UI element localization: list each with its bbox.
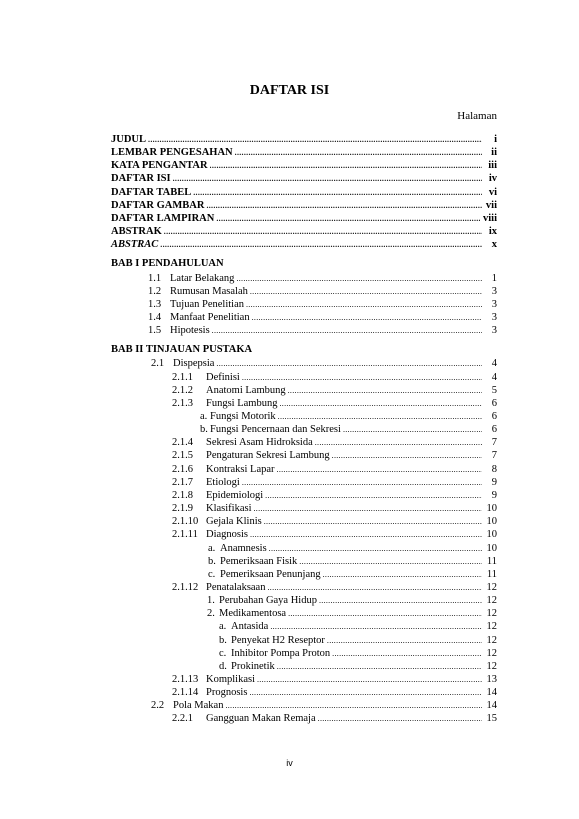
entry-page-number: 12 xyxy=(486,595,497,607)
entry-number: 1.1 xyxy=(148,272,162,284)
toc-entry xyxy=(111,555,497,568)
entry-label: Pemeriksaan Penunjang xyxy=(220,568,321,580)
entry-label: Pola Makan xyxy=(173,700,224,712)
toc-entry xyxy=(111,410,497,423)
entry-label: Etiologi xyxy=(206,476,240,488)
entry-label: Prognosis xyxy=(206,687,248,699)
toc-entry xyxy=(111,371,497,384)
entry-label: Rumusan Masalah xyxy=(170,285,248,297)
entry-label: DAFTAR GAMBAR xyxy=(111,199,205,211)
entry-number: 1. xyxy=(207,595,215,607)
entry-label: Latar Belakang xyxy=(170,272,235,284)
entry-number: 2.1.9 xyxy=(172,503,193,515)
dot-leader xyxy=(252,311,482,324)
entry-label: Anamnesis xyxy=(220,542,267,554)
toc-entry xyxy=(111,324,497,337)
entry-number: 2.1.13 xyxy=(172,674,199,685)
toc-front-matter-entry xyxy=(111,159,497,172)
entry-page-number: 5 xyxy=(491,384,497,396)
dot-leader xyxy=(216,357,482,370)
entry-page-number: 10 xyxy=(486,542,497,554)
entry-number: 2.1.2 xyxy=(172,384,193,396)
entry-page-number: 4 xyxy=(491,358,497,370)
dot-leader xyxy=(315,436,482,449)
entry-page-number: 11 xyxy=(486,555,497,567)
entry-label: Inhibitor Pompa Proton xyxy=(231,647,331,659)
toc-entry xyxy=(111,594,497,607)
dot-leader xyxy=(249,686,482,699)
dot-leader xyxy=(164,225,482,238)
entry-page-number: 7 xyxy=(491,450,497,462)
entry-number: 2.1.4 xyxy=(172,437,193,449)
toc-entry xyxy=(111,699,497,712)
entry-label: Pemeriksaan Fisik xyxy=(220,555,298,567)
entry-number: 2.1 xyxy=(151,358,165,370)
entry-page-number: x xyxy=(491,239,497,251)
toc-entry xyxy=(111,634,497,647)
entry-page-number: viii xyxy=(482,212,497,224)
entry-label: KATA PENGANTAR xyxy=(111,160,208,172)
dot-leader xyxy=(250,528,482,541)
entry-number: 1.2 xyxy=(148,285,162,297)
entry-page-number: 12 xyxy=(486,608,497,620)
entry-label: LEMBAR PENGESAHAN xyxy=(111,147,233,159)
toc-entry xyxy=(111,397,497,410)
dot-leader xyxy=(270,620,482,633)
toc-front-matter-entry xyxy=(111,133,497,146)
toc-entry xyxy=(111,285,497,298)
dot-leader xyxy=(327,634,482,647)
dot-leader xyxy=(269,542,482,555)
dot-leader xyxy=(206,199,482,212)
entry-number: c. xyxy=(219,647,227,659)
entry-label: Klasifikasi xyxy=(206,503,252,515)
entry-label: Anatomi Lambung xyxy=(206,384,286,396)
entry-page-number: 3 xyxy=(491,311,497,323)
entry-page-number: iv xyxy=(488,173,497,185)
toc-entry xyxy=(111,647,497,660)
dot-leader xyxy=(267,581,482,594)
toc-entry xyxy=(111,384,497,397)
toc-entry xyxy=(111,502,497,515)
entry-number: b. xyxy=(208,555,216,567)
entry-page-number: 14 xyxy=(486,700,497,712)
entry-label: DAFTAR ISI xyxy=(111,173,171,185)
entry-label: ABSTRAC xyxy=(111,239,159,251)
toc-entry xyxy=(111,298,497,311)
dot-leader xyxy=(148,133,482,146)
entry-number: 2.1.14 xyxy=(172,687,199,699)
dot-leader xyxy=(257,673,482,686)
entry-page-number: 13 xyxy=(486,674,497,685)
dot-leader xyxy=(254,502,483,515)
entry-label: Antasida xyxy=(231,621,269,633)
toc-entry xyxy=(111,515,497,528)
entry-label: Definisi xyxy=(206,371,240,383)
page-number-footer: iv xyxy=(286,758,293,768)
entry-page-number: 12 xyxy=(486,647,497,659)
dot-leader xyxy=(288,607,482,620)
entry-label: Medikamentosa xyxy=(219,608,287,620)
toc-front-matter-entry xyxy=(111,172,497,185)
dot-leader xyxy=(278,410,482,423)
toc-entry xyxy=(111,686,497,699)
entry-number: 2.1.11 xyxy=(172,529,198,541)
entry-label: Pengaturan Sekresi Lambung xyxy=(206,450,330,462)
entry-page-number: 12 xyxy=(486,581,497,593)
dot-leader xyxy=(173,172,482,185)
dot-leader xyxy=(332,647,482,660)
toc-entry xyxy=(111,660,497,673)
entry-page-number: 11 xyxy=(486,568,497,580)
entry-number: 1.5 xyxy=(148,325,162,337)
entry-number: 2.1.10 xyxy=(172,516,199,528)
entry-page-number: i xyxy=(494,134,497,145)
dot-leader xyxy=(210,159,482,172)
toc-front-matter-entry xyxy=(111,146,497,159)
toc-entry xyxy=(111,489,497,502)
entry-page-number: 12 xyxy=(486,621,497,633)
page-title: DAFTAR ISI xyxy=(249,83,330,98)
dot-leader xyxy=(193,186,482,199)
toc-entry xyxy=(111,607,497,620)
toc-entry xyxy=(111,673,497,686)
entry-label: Hipotesis xyxy=(170,325,210,337)
entry-number: 1.3 xyxy=(148,298,162,310)
entry-number: b. xyxy=(200,424,208,436)
chapter-heading-bab-1: BAB I PENDAHULUAN xyxy=(111,258,224,270)
entry-page-number: 10 xyxy=(486,516,497,528)
entry-number: a. xyxy=(200,411,208,422)
entry-page-number: 3 xyxy=(491,285,497,297)
entry-page-number: iii xyxy=(488,160,497,172)
toc-entry xyxy=(111,568,497,581)
toc-entry xyxy=(111,581,497,594)
entry-label: DAFTAR TABEL xyxy=(111,186,192,198)
toc-entry xyxy=(111,712,497,725)
entry-number: b. xyxy=(219,634,227,646)
entry-page-number: 3 xyxy=(491,325,497,337)
toc-entry xyxy=(111,436,497,449)
dot-leader xyxy=(250,285,482,298)
entry-page-number: ix xyxy=(488,226,497,238)
entry-label: Fungsi Pencernaan dan Sekresi xyxy=(210,424,341,436)
dot-leader xyxy=(264,515,482,528)
dot-leader xyxy=(277,660,482,673)
entry-label: Epidemiologi xyxy=(206,489,264,501)
entry-label: Fungsi Lambung xyxy=(206,397,278,409)
dot-leader xyxy=(225,699,482,712)
entry-page-number: 1 xyxy=(491,272,497,284)
entry-label: Penatalaksaan xyxy=(206,581,266,593)
toc-entry xyxy=(111,476,497,489)
dot-leader xyxy=(212,324,482,337)
entry-label: Penyekat H2 Reseptor xyxy=(231,634,325,646)
entry-label: Diagnosis xyxy=(206,529,248,541)
entry-page-number: 15 xyxy=(486,713,497,725)
entry-label: Sekresi Asam Hidroksida xyxy=(206,437,313,449)
entry-label: Kontraksi Lapar xyxy=(206,463,275,475)
entry-label: Dispepsia xyxy=(173,358,215,370)
dot-leader xyxy=(242,371,482,384)
entry-number: 2.1.8 xyxy=(172,489,193,501)
dot-leader xyxy=(216,212,480,225)
dot-leader xyxy=(265,489,482,502)
dot-leader xyxy=(246,298,482,311)
entry-label: Gejala Klinis xyxy=(206,516,262,528)
entry-page-number: 12 xyxy=(486,634,497,646)
entry-label: DAFTAR LAMPIRAN xyxy=(111,212,215,224)
dot-leader xyxy=(288,384,482,397)
toc-entry xyxy=(111,463,497,476)
toc-entry xyxy=(111,423,497,436)
entry-number: a. xyxy=(208,542,216,554)
entry-page-number: 3 xyxy=(491,298,497,310)
toc-entry xyxy=(111,311,497,324)
dot-leader xyxy=(323,568,482,581)
dot-leader xyxy=(242,476,482,489)
entry-page-number: 4 xyxy=(491,371,497,383)
entry-page-number: 9 xyxy=(491,476,497,488)
entry-label: Prokinetik xyxy=(231,660,275,672)
toc-entry xyxy=(111,272,497,285)
entry-number: d. xyxy=(219,660,227,672)
entry-page-number: 6 xyxy=(491,397,497,409)
entry-page-number: vi xyxy=(488,186,497,198)
dot-leader xyxy=(299,555,482,568)
entry-label: Perubahan Gaya Hidup xyxy=(219,595,317,607)
toc-front-matter-entry xyxy=(111,186,497,199)
entry-label: ABSTRAK xyxy=(111,226,162,238)
dot-leader xyxy=(236,272,482,285)
entry-page-number: 6 xyxy=(491,411,497,422)
dot-leader xyxy=(318,712,482,725)
entry-number: 2.1.7 xyxy=(172,476,193,488)
entry-number: 2.2 xyxy=(151,700,165,712)
dot-leader xyxy=(279,397,482,410)
toc-entry xyxy=(111,528,497,541)
entry-page-number: 10 xyxy=(486,503,497,515)
toc-entry xyxy=(111,542,497,555)
toc-front-matter-entry xyxy=(111,212,497,225)
dot-leader xyxy=(277,463,482,476)
entry-number: c. xyxy=(208,568,216,580)
entry-label: Tujuan Penelitian xyxy=(170,298,244,310)
toc-front-matter-entry xyxy=(111,238,497,251)
chapter-heading-bab-2: BAB II TINJAUAN PUSTAKA xyxy=(111,344,253,356)
entry-page-number: vii xyxy=(485,199,497,211)
entry-number: 2.1.1 xyxy=(172,371,193,383)
toc-front-matter-entry xyxy=(111,199,497,212)
entry-label: Manfaat Penelitian xyxy=(170,311,250,323)
entry-page-number: 6 xyxy=(491,424,497,436)
entry-number: 2.1.12 xyxy=(172,581,199,593)
toc-entry xyxy=(111,449,497,462)
dot-leader xyxy=(160,238,482,251)
entry-number: 2.2.1 xyxy=(172,713,193,725)
entry-number: 2.1.3 xyxy=(172,397,193,409)
entry-page-number: 10 xyxy=(486,529,497,541)
toc-entry xyxy=(111,620,497,633)
dot-leader xyxy=(332,449,482,462)
entry-number: 2.1.6 xyxy=(172,463,193,475)
entry-page-number: 8 xyxy=(491,463,497,475)
entry-page-number: 12 xyxy=(486,660,497,672)
entry-number: a. xyxy=(219,621,227,633)
entry-page-number: 9 xyxy=(491,489,497,501)
entry-page-number: 14 xyxy=(486,687,497,699)
entry-label: JUDUL xyxy=(111,134,147,145)
entry-number: 2. xyxy=(207,608,215,620)
toc-entry xyxy=(111,357,497,370)
toc-front-matter-entry xyxy=(111,225,497,238)
entry-label: Fungsi Motorik xyxy=(210,411,276,422)
entry-label: Gangguan Makan Remaja xyxy=(206,713,316,725)
dot-leader xyxy=(235,146,482,159)
entry-label: Komplikasi xyxy=(206,674,255,685)
dot-leader xyxy=(319,594,482,607)
entry-number: 2.1.5 xyxy=(172,450,193,462)
entry-page-number: ii xyxy=(491,147,497,159)
entry-number: 1.4 xyxy=(148,311,162,323)
dot-leader xyxy=(343,423,482,436)
entry-page-number: 7 xyxy=(491,437,497,449)
halaman-label: Halaman xyxy=(457,110,497,122)
